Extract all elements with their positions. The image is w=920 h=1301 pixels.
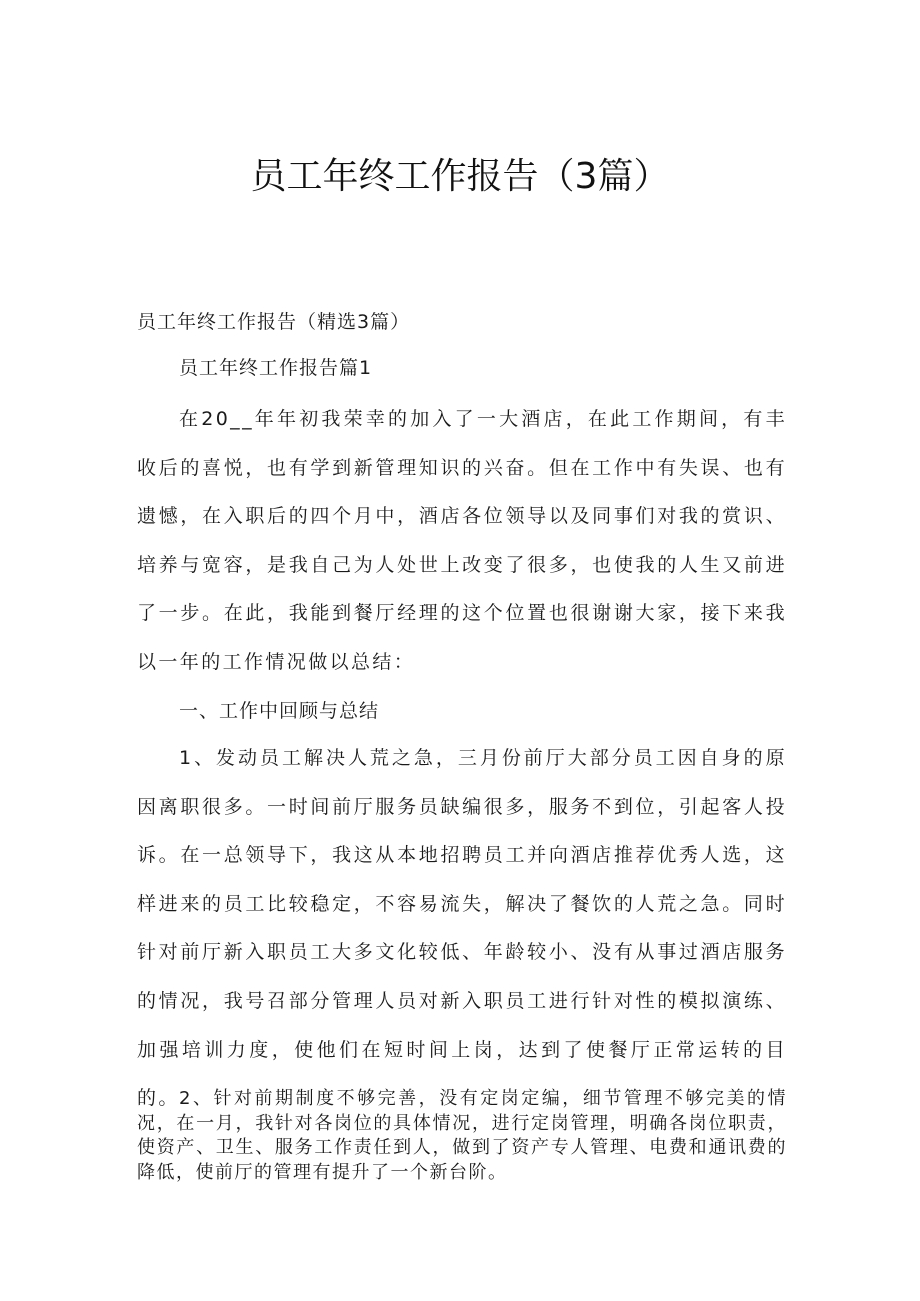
paragraph-item-2: 2、针对前期制度不够完善，没有定岗定编，细节管理不够完美的情况，在一月，我针对各岗位的具体情况，进行定岗管理，明确各岗位职责，使资产、卫生、服务工作责任到人，做到了资产专人管理、电费和通讯费的降低，使前厅的管理有提升了一个新台阶。 xyxy=(137,1088,787,1183)
heading-review-summary: 一、工作中回顾与总结 xyxy=(179,700,380,722)
paragraph-item-1: 1、发动员工解决人荒之急，三月份前厅大部分员工因自身的原因离职很多。一时间前厅服务员缺编很多，服务不到位，引起客人投诉。在一总领导下，我这从本地招聘员工并向酒店推荐优秀人选，这样进来的员工比较稳定，不容易流失，解决了餐饮的人荒之急。同时针对前厅新入职员工大多文化较低、年龄较小、没有从事过酒店服务的情况，我号召部分管理人员对新入职员工进行针对性的模拟演练、加强培训力度，使他们在短时间上岗，达到了使餐厅正常运转的目的。 xyxy=(137,747,787,1110)
section-heading: 员工年终工作报告篇1 xyxy=(179,357,373,379)
document-subtitle: 员工年终工作报告（精选3篇） xyxy=(137,311,411,333)
paragraph-intro: 在20__年年初我荣幸的加入了一大酒店，在此工作期间，有丰收后的喜悦，也有学到新管理知识的兴奋。但在工作中有失误、也有遗憾，在入职后的四个月中，酒店各位领导以及同事们对我的赏识、培养与宽容，是我自己为人处世上改变了很多，也使我的人生又前进了一步。在此，我能到餐厅经理的这个位置也很谢谢大家，接下来我以一年的工作情况做以总结： xyxy=(137,408,787,673)
document-title: 员工年终工作报告（3篇） xyxy=(250,156,670,197)
